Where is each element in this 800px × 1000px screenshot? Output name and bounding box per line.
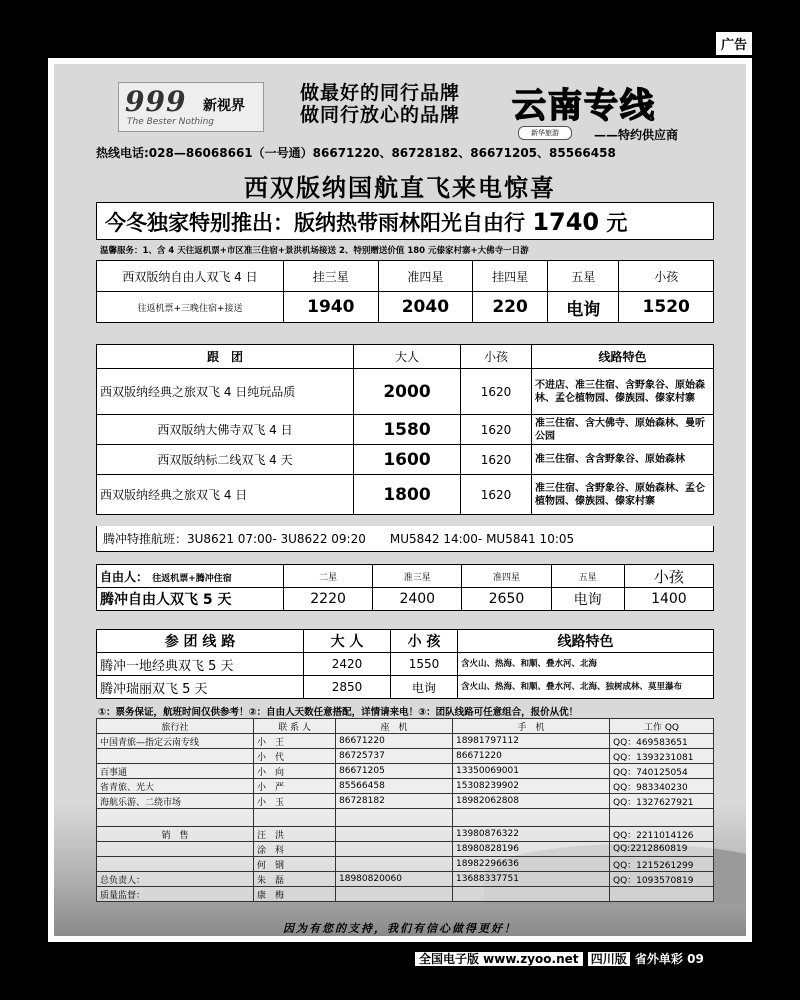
- manager-qq: QQ：1093570819: [610, 872, 714, 887]
- tour-feature: 不进店、准三住宿、含野象谷、原始森林、孟仑植物园、傣族园、傣家村寨: [532, 369, 714, 415]
- remarks: ①：票务保证，航班时间仅供参考！②：自由人天数任意搭配，详情请来电！③：团队线路可任意组合，报价从优！: [98, 707, 579, 718]
- tour-header: 小孩: [461, 345, 532, 369]
- contact-qq: QQ：1327627921: [610, 794, 714, 809]
- price-cell: 1520: [619, 292, 714, 323]
- page-footer: [415, 950, 704, 967]
- tengchong-free-label: [97, 565, 284, 588]
- price-cell: 电询: [551, 588, 624, 611]
- tc-adult: 2420: [304, 653, 391, 676]
- manager-label: 总负责人：: [97, 872, 254, 887]
- header-cell: 小孩: [619, 261, 714, 292]
- contact-landline: [336, 857, 453, 872]
- tc-adult: 2850: [304, 676, 391, 699]
- logo-number: 999: [125, 85, 187, 118]
- contact-landline: [336, 842, 453, 857]
- slogan: [300, 82, 460, 126]
- tc-child: 1550: [391, 653, 458, 676]
- slogan-line-1: 做最好的同行品牌: [300, 82, 461, 104]
- supplier-label: ——特约供应商: [594, 128, 679, 142]
- logo-en: The Bester Nothing: [127, 117, 215, 127]
- tc-feature: 含火山、热海、和顺、叠水河、北海: [458, 653, 714, 676]
- header-cell: 准四星: [462, 565, 551, 588]
- logo-cn: 新视界: [203, 98, 245, 114]
- brand-title: 云南专线: [512, 86, 656, 126]
- price-cell: 电询: [548, 292, 619, 323]
- price-cell: 1940: [284, 292, 379, 323]
- contact-agency: [97, 842, 254, 857]
- contact-agency: 百事通: [97, 764, 254, 779]
- quality-name: 康 梅: [254, 887, 336, 902]
- contact-header: 工作 QQ: [610, 719, 714, 734]
- contact-landline: 85566458: [336, 779, 453, 794]
- free-label: 自由人：: [100, 569, 149, 584]
- site-label: 全国电子版 www.zyoo.net: [415, 952, 583, 966]
- tour-child: 1620: [461, 415, 532, 445]
- contact-person: 小 代: [254, 749, 336, 764]
- contact-qq: QQ：469583651: [610, 734, 714, 749]
- footer-slogan: 因为有您的支持，我们有信心做得更好！: [283, 922, 517, 935]
- contact-landline: [336, 809, 453, 827]
- contact-mobile: 13350069001: [453, 764, 610, 779]
- contact-person: 何 钢: [254, 857, 336, 872]
- tengchong-tour-table: [96, 629, 714, 699]
- tc-name: 腾冲瑞丽双飞 5 天: [97, 676, 304, 699]
- tour-adult: 1580: [354, 415, 461, 445]
- price-cell: 220: [473, 292, 548, 323]
- tour-header: 大人: [354, 345, 461, 369]
- tour-header: 跟 团: [97, 345, 354, 369]
- tour-child: 1620: [461, 369, 532, 415]
- empty-cell: [610, 887, 714, 902]
- tour-name: 西双版纳大佛寺双飞 4 日: [97, 415, 354, 445]
- logo-999: [118, 82, 264, 132]
- contact-qq: QQ：1215261299: [610, 857, 714, 872]
- contact-agency: [97, 749, 254, 764]
- tc-header: 线路特色: [458, 630, 714, 653]
- contact-agency: [97, 809, 254, 827]
- promo-banner: [96, 202, 714, 240]
- contact-agency: 销 售: [97, 827, 254, 842]
- free-travel-name: 西双版纳自由人双飞 4 日: [97, 261, 284, 292]
- contact-header: 座 机: [336, 719, 453, 734]
- contact-mobile: 18982062808: [453, 794, 610, 809]
- tengchong-free-table: [96, 564, 714, 611]
- header-cell: 准四星: [378, 261, 473, 292]
- empty-cell: [453, 887, 610, 902]
- tengchong-free-name: 腾冲自由人双飞 5 天: [97, 588, 284, 611]
- manager-name: 朱 磊: [254, 872, 336, 887]
- contact-qq: QQ：983340230: [610, 779, 714, 794]
- header-cell: 五星: [551, 565, 624, 588]
- contact-landline: 86671205: [336, 764, 453, 779]
- ad-tag: 广告: [716, 32, 752, 55]
- tour-name: 西双版纳标二线双飞 4 天: [97, 445, 354, 475]
- tour-feature: 准三住宿、含大佛寺、原始森林、曼听公园: [532, 415, 714, 445]
- price-cell: 2040: [378, 292, 473, 323]
- tour-child: 1620: [461, 445, 532, 475]
- header-cell: 二星: [284, 565, 373, 588]
- price-cell: 1400: [624, 588, 713, 611]
- promo-text: 今冬独家特别推出：版纳热带雨林阳光自由行: [105, 211, 525, 235]
- tour-header: 线路特色: [532, 345, 714, 369]
- manager-phone-1: 18980820060: [336, 872, 453, 887]
- contact-mobile: 18982296636: [453, 857, 610, 872]
- tour-feature: 准三住宿、含野象谷、原始森林、孟仑植物园、傣族园、傣家村寨: [532, 475, 714, 515]
- contact-person: 小 严: [254, 779, 336, 794]
- tour-name: 西双版纳经典之旅双飞 4 日: [97, 475, 354, 515]
- contact-person: 小 王: [254, 734, 336, 749]
- contact-landline: [336, 827, 453, 842]
- manager-phone-2: 13688337751: [453, 872, 610, 887]
- price-cell: 2220: [284, 588, 373, 611]
- contact-mobile: [453, 809, 610, 827]
- header-cell: 准三星: [373, 565, 462, 588]
- contact-mobile: 15308239902: [453, 779, 610, 794]
- contact-agency: 海航乐游、二绕市场: [97, 794, 254, 809]
- tc-name: 腾冲一地经典双飞 5 天: [97, 653, 304, 676]
- tour-table: [96, 344, 714, 515]
- ad-page: [48, 58, 752, 942]
- quality-label: 质量监督：: [97, 887, 254, 902]
- flight-info: 腾冲特推航班：3U8621 07:00- 3U8622 09:20 MU5842 14:00- MU5841 10:05: [96, 526, 714, 552]
- contact-person: [254, 809, 336, 827]
- contact-mobile: 18981797112: [453, 734, 610, 749]
- contact-mobile: 86671220: [453, 749, 610, 764]
- contact-person: 小 玉: [254, 794, 336, 809]
- contact-agency: [97, 857, 254, 872]
- region-label: 四川版: [587, 951, 631, 967]
- hotline: 热线电话:028—86068661（一号通）86671220、86728182、86671205、85566458: [96, 146, 616, 160]
- contact-qq: QQ：740125054: [610, 764, 714, 779]
- tc-header: 大 人: [304, 630, 391, 653]
- contact-qq: QQ：2211014126: [610, 827, 714, 842]
- contact-qq: QQ:2212860819: [610, 842, 714, 857]
- tour-adult: 1600: [354, 445, 461, 475]
- supplier-logo: 新华旅游: [518, 126, 572, 140]
- price-cell: 2400: [373, 588, 462, 611]
- contact-header: 手 机: [453, 719, 610, 734]
- contacts-table: [96, 718, 714, 902]
- contact-mobile: 18980828196: [453, 842, 610, 857]
- contact-header: 旅行社: [97, 719, 254, 734]
- free-sub: 往返机票+腾冲住宿: [152, 573, 232, 584]
- contact-person: 汪 洪: [254, 827, 336, 842]
- service-notice: 温馨服务：1、含 4 天往返机票+市区准三住宿+景洪机场接送 2、特别赠送价值 180 元傣家村寨+大佛寺一日游: [100, 246, 529, 256]
- ad-panel: [54, 64, 746, 936]
- promo-price: 1740: [532, 208, 600, 236]
- tc-feature: 含火山、热海、和顺、叠水河、北海、独树成林、莫里瀑布: [458, 676, 714, 699]
- contact-person: 小 向: [254, 764, 336, 779]
- contact-agency: 中国青旅—指定云南专线: [97, 734, 254, 749]
- page-number: 09: [687, 952, 704, 966]
- tour-adult: 2000: [354, 369, 461, 415]
- contact-landline: 86725737: [336, 749, 453, 764]
- contact-qq: [610, 809, 714, 827]
- header-cell: 小孩: [624, 565, 713, 588]
- tour-child: 1620: [461, 475, 532, 515]
- tour-adult: 1800: [354, 475, 461, 515]
- contact-person: 涂 科: [254, 842, 336, 857]
- tc-child: 电询: [391, 676, 458, 699]
- tc-header: 小 孩: [391, 630, 458, 653]
- contact-landline: 86671220: [336, 734, 453, 749]
- promo-unit: 元: [606, 211, 628, 235]
- contact-agency: 省青旅、光大: [97, 779, 254, 794]
- tour-feature: 准三住宿、含含野象谷、原始森林: [532, 445, 714, 475]
- tc-header: 参 团 线 路: [97, 630, 304, 653]
- header-cell: 挂四星: [473, 261, 548, 292]
- price-cell: 2650: [462, 588, 551, 611]
- contact-header: 联 系 人: [254, 719, 336, 734]
- free-travel-sub: 往返机票+三晚住宿+接送: [97, 292, 284, 323]
- header-cell: 挂三星: [284, 261, 379, 292]
- slogan-line-2: 做同行放心的品牌: [300, 104, 461, 126]
- tour-name: 西双版纳经典之旅双飞 4 日纯玩品质: [97, 369, 354, 415]
- contact-landline: 86728182: [336, 794, 453, 809]
- header-cell: 五星: [548, 261, 619, 292]
- headline: 西双版纳国航直飞来电惊喜: [244, 174, 556, 202]
- section-label: 省外单彩: [634, 952, 683, 966]
- free-travel-table: [96, 260, 714, 323]
- contact-qq: QQ：1393231081: [610, 749, 714, 764]
- empty-cell: [336, 887, 453, 902]
- contact-mobile: 13980876322: [453, 827, 610, 842]
